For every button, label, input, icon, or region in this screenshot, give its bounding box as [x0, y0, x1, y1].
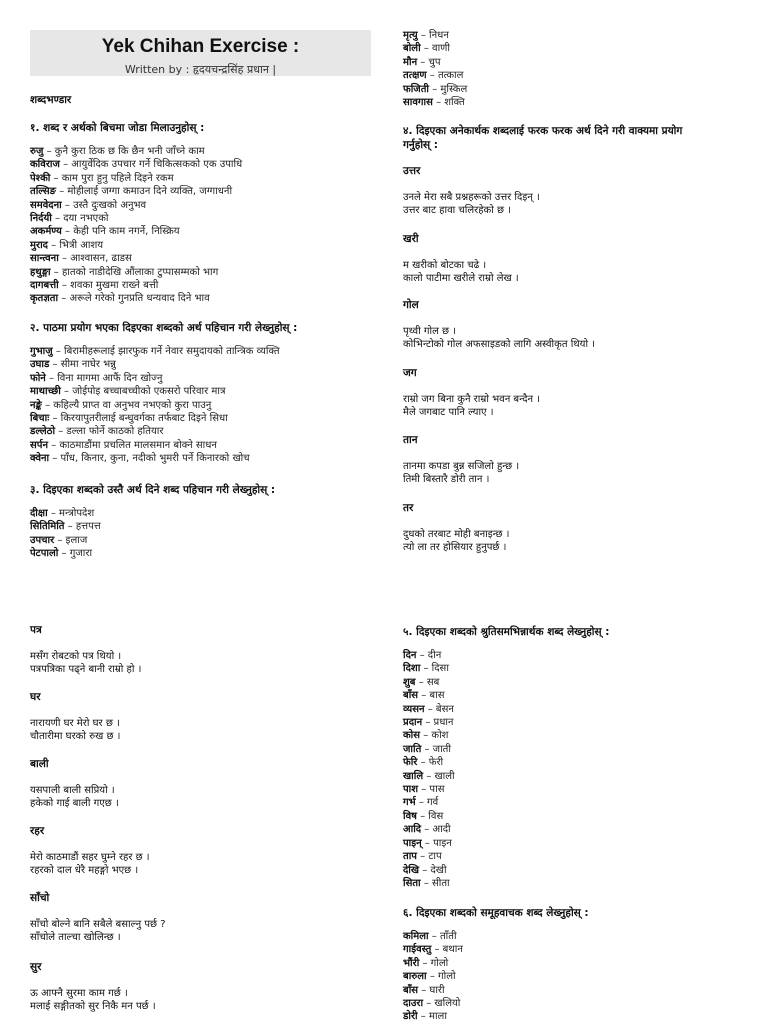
- term: दाउरा: [403, 998, 424, 1010]
- term: दिन: [403, 650, 417, 661]
- word-meaning-row: [403, 69, 467, 82]
- word-meaning-row: [30, 212, 242, 225]
- q1-heading: १. शब्द र अर्थको बिचमा जोडा मिलाउनुहोस् :: [30, 122, 205, 134]
- meaning: – अरूले गरेको गुनप्रति धन्यवाद दिने भाव: [58, 293, 210, 305]
- example-sentence: रहरको दाल धेरै महङ्गो भएछ ।: [30, 865, 139, 876]
- term: फेरि: [403, 757, 418, 769]
- word-meaning-row: [403, 997, 589, 1010]
- word-meaning-row: [30, 399, 297, 412]
- word-meaning-row: [30, 145, 242, 158]
- vocab-heading: शब्दभण्डार: [30, 94, 72, 106]
- word-meaning-row: [30, 425, 297, 438]
- polysemy-item: [403, 366, 540, 419]
- term: सिता: [403, 877, 421, 889]
- word-meaning-row: [403, 743, 609, 756]
- meaning: – भित्री आशय: [47, 239, 104, 251]
- word-meaning-row: [403, 689, 609, 702]
- polysemy-item: [403, 298, 595, 351]
- example-sentence: मेरो काठमाडौं सहर घुम्ने रहर छ ।: [30, 852, 150, 863]
- meaning: – ताँती: [428, 931, 457, 942]
- term: हथुङ्गा: [30, 266, 51, 278]
- meaning: – मुस्किल: [429, 83, 468, 95]
- meaning: – शक्ति: [432, 97, 465, 109]
- word-meaning-row: [30, 507, 275, 520]
- q6-section: [403, 906, 589, 1024]
- page-subtitle: Written by : हृदयचन्द्रसिंह प्रधान |: [124, 63, 277, 76]
- meaning: – बेसन: [424, 703, 454, 715]
- polysemy-word: तर: [403, 502, 414, 514]
- word-meaning-row: [30, 185, 242, 198]
- term: समवेदना: [30, 199, 62, 211]
- meaning: – खाली: [423, 770, 455, 782]
- term: रुजु: [30, 146, 44, 157]
- term: सर्पन: [30, 439, 48, 451]
- word-meaning-row: [30, 547, 275, 560]
- term: बाँस: [403, 984, 419, 996]
- page-title: Yek Chihan Exercise :: [101, 36, 300, 57]
- term: सान्त्वना: [30, 253, 59, 265]
- term: देखि: [403, 864, 420, 876]
- meaning: – काम पुरा हुनु पहिले दिइने रकम: [50, 172, 174, 184]
- q1-list: [30, 145, 242, 306]
- example-sentence: कोभिन्टोको गोल अफसाइडको लागि अस्वीकृत थियो ।: [403, 339, 596, 350]
- polysemy-word: तान: [403, 434, 418, 446]
- word-meaning-row: [30, 452, 297, 465]
- term: कविराज: [30, 159, 60, 171]
- word-meaning-row: [403, 729, 609, 742]
- meaning: – सब: [415, 676, 440, 688]
- meaning: – विस: [416, 810, 444, 822]
- term: पाश: [403, 784, 419, 796]
- word-meaning-row: [403, 850, 609, 863]
- word-meaning-row: [403, 783, 609, 796]
- word-meaning-row: [30, 199, 242, 212]
- term: विष: [403, 810, 417, 822]
- vocab-section: [30, 93, 71, 107]
- term: डल्लेठो: [30, 426, 56, 438]
- word-meaning-row: [403, 96, 467, 109]
- polysemy-word: उत्तर: [403, 165, 421, 177]
- meaning: – पास: [418, 784, 445, 796]
- example-sentence: तिमी बिस्तारै डोरी तान ।: [403, 474, 490, 485]
- word-meaning-row: [403, 877, 609, 890]
- term: कोस: [403, 730, 421, 742]
- meaning: – आश्वासन, ढाडस: [58, 253, 132, 265]
- term: दीक्षा: [30, 508, 48, 519]
- example-sentence: म खरीको बोटका चढे ।: [403, 260, 487, 271]
- term: पाइन्: [403, 837, 422, 849]
- meaning: – दीन: [416, 650, 442, 661]
- meaning: – उस्तै दुःखको अनुभव: [61, 199, 147, 211]
- term: सितिमिति: [30, 521, 65, 533]
- term: फोने: [30, 372, 46, 384]
- q5-list: [403, 649, 609, 890]
- term: मुराद: [30, 239, 48, 251]
- word-meaning-row: [403, 930, 589, 943]
- word-meaning-row: [403, 703, 609, 716]
- term: बिचाः: [30, 413, 50, 425]
- term: जाति: [403, 743, 422, 755]
- term: गर्भ: [403, 797, 416, 809]
- q3-list: [30, 507, 275, 561]
- term: व्यसन: [403, 703, 425, 715]
- meaning: – जोईपोइ बच्चाबच्चीको एकसरो परिवार मात्र: [60, 386, 226, 398]
- term: भौंरी: [403, 957, 420, 969]
- q6-heading: ६. दिइएका शब्दको समूहवाचक शब्द लेख्नुहोस् :: [403, 907, 589, 919]
- term: प्रदान: [403, 717, 423, 729]
- word-meaning-row: [403, 770, 609, 783]
- example-sentence: पत्रपत्रिका पढ्ने बानी राम्रो हो ।: [30, 664, 142, 675]
- meaning: – शवका मुखमा राख्ने बत्ती: [58, 280, 159, 292]
- q3-heading: ३. दिइएका शब्दको उस्तै अर्थ दिने शब्द पहिचान गरी लेख्नुहोस् :: [30, 484, 276, 496]
- word-meaning-row: [403, 984, 589, 997]
- meaning: – दया नभएको: [51, 213, 109, 225]
- term: तल्सिङ: [30, 186, 57, 198]
- term: निर्दयी: [30, 213, 52, 225]
- meaning: – हत्तपत्त: [64, 521, 101, 533]
- word-meaning-row: [403, 649, 609, 662]
- term: क्वेना: [30, 453, 50, 465]
- polysemy-word: सुर: [30, 961, 42, 973]
- term: मौन: [403, 56, 418, 68]
- term: बारुला: [403, 971, 427, 983]
- word-meaning-row: [403, 29, 467, 42]
- term: मृत्यु: [403, 30, 418, 41]
- word-meaning-row: [30, 225, 242, 238]
- q5-section: [403, 625, 609, 890]
- q5-heading: ५. दिइएका शब्दको श्रुतिसमभिन्नार्थक शब्द लेख्नुहोस् :: [403, 626, 610, 638]
- example-sentence: मसँग रोबटको पत्र थियो ।: [30, 651, 122, 662]
- meaning: – घारी: [418, 984, 445, 996]
- term: अकर्मण्य: [30, 226, 62, 238]
- synonym-continued-list: [403, 29, 467, 109]
- term: कमिला: [403, 931, 429, 942]
- word-meaning-row: [403, 42, 467, 55]
- polysemy-word: रहर: [30, 825, 45, 837]
- word-meaning-row: [30, 520, 275, 533]
- word-meaning-row: [30, 266, 242, 279]
- example-sentence: कालो पाटीमा खरीले राम्रो लेख ।: [403, 273, 519, 284]
- word-meaning-row: [30, 439, 297, 452]
- example-sentence: उनले मेरा सबै प्रश्नहरूको उत्तर दिइन् ।: [403, 192, 540, 203]
- term: पेश्की: [30, 172, 51, 184]
- example-sentence: तानमा कपडा बुन्न सजिलो हुन्छ ।: [403, 461, 520, 472]
- meaning: – मन्त्रोपदेश: [47, 508, 95, 519]
- word-meaning-row: [30, 252, 242, 265]
- polysemy-item: [403, 433, 519, 486]
- word-meaning-row: [403, 943, 589, 956]
- q4-heading-line1: ४. दिइएका अनेकार्थक शब्दलाई फरक फरक अर्थ दिने गरी वाक्यमा प्रयोग: [403, 125, 683, 137]
- polysemy-word: गोल: [403, 299, 419, 311]
- word-meaning-row: [30, 412, 297, 425]
- word-meaning-row: [403, 957, 589, 970]
- q2-list: [30, 345, 297, 466]
- term: सावगास: [403, 97, 433, 109]
- meaning: – केही पनि काम नगर्ने, निस्क्रिय: [61, 226, 180, 238]
- polysemy-word: पत्र: [30, 624, 42, 636]
- meaning: – सीता: [420, 877, 450, 889]
- example-sentence: साँचो बोल्ने बानि सबैले बसाल्नु पर्छ ?: [30, 919, 166, 930]
- meaning: – तत्काल: [426, 70, 464, 82]
- term: उपचार: [30, 534, 55, 546]
- polysemy-item: [403, 232, 519, 285]
- polysemy-word: खरी: [403, 233, 419, 245]
- term: तत्क्षण: [403, 70, 427, 82]
- word-meaning-row: [30, 158, 242, 171]
- example-sentence: साँचोले ताल्चा खोलिन्छ ।: [30, 932, 121, 943]
- q2-heading: २. पाठमा प्रयोग भएका दिइएका शब्दको अर्थ पहिचान गरी लेख्नुहोस् :: [30, 322, 298, 334]
- word-meaning-row: [403, 970, 589, 983]
- meaning: – पाइन: [421, 837, 452, 849]
- word-meaning-row: [30, 239, 242, 252]
- meaning: – फेरी: [417, 757, 444, 769]
- meaning: – खलियो: [423, 998, 461, 1010]
- polysemy-word: बाली: [30, 758, 49, 770]
- meaning: – गोलो: [426, 971, 456, 983]
- meaning: – बिरामीहरूलाई झारफुक गर्ने नेवार समुदायको तान्त्रिक व्यक्ति: [52, 346, 280, 357]
- word-meaning-row: [30, 372, 297, 385]
- meaning: – सीमा नाघेर भन्नु: [49, 359, 116, 371]
- word-meaning-row: [403, 756, 609, 769]
- example-sentence: राम्रो जग बिना कुनै राम्रो भवन बन्दैन ।: [403, 394, 541, 405]
- word-meaning-row: [30, 385, 297, 398]
- polysemy-word: घर: [30, 691, 41, 703]
- term: गुभाजु: [30, 346, 53, 357]
- meaning: – वाणी: [420, 43, 450, 55]
- meaning: – प्रधान: [422, 717, 454, 729]
- term: फजिती: [403, 83, 430, 95]
- meaning: – कोश: [420, 730, 449, 742]
- polysemy-item: [30, 960, 156, 1013]
- word-meaning-row: [30, 345, 297, 358]
- meaning: – गुजारा: [58, 548, 93, 560]
- meaning: – माला: [417, 1011, 447, 1023]
- q2-section: [30, 321, 297, 466]
- term: ताप: [403, 851, 417, 863]
- term: कृतज्ञता: [30, 293, 59, 305]
- q3-section: [30, 483, 275, 561]
- q4-heading-line2: गर्नुहोस् :: [403, 139, 438, 151]
- polysemy-item: [30, 623, 141, 676]
- term: माथाच्छी: [30, 386, 61, 398]
- example-sentence: उत्तर बाट हावा चलिरहेको छ ।: [403, 205, 511, 216]
- meaning: – काठमाडौंमा प्रचलित मालसमान बोक्ने साधन: [48, 439, 217, 451]
- term: आदि: [403, 824, 422, 836]
- polysemy-word: जग: [403, 367, 417, 379]
- term: शुब: [403, 676, 416, 688]
- word-meaning-row: [403, 662, 609, 675]
- term: बाँस: [403, 690, 419, 702]
- meaning: – हातको नाडीदेखि औंलाका टुप्पासम्मको भाग: [50, 266, 219, 278]
- meaning: – कुनै कुरा ठिक छ कि छैन भनी जाँच्ने काम: [43, 146, 205, 157]
- q6-list: [403, 930, 589, 1024]
- meaning: – विना मागमा आफैं दिन खोज्नु: [45, 372, 163, 384]
- meaning: – बास: [418, 690, 445, 702]
- word-meaning-row: [403, 823, 609, 836]
- term: नङ्के: [30, 399, 42, 411]
- meaning: – गर्व: [415, 797, 439, 809]
- word-meaning-row: [403, 796, 609, 809]
- polysemy-item: [403, 164, 540, 217]
- term: दागबत्ती: [30, 280, 59, 292]
- meaning: – आदी: [421, 824, 451, 836]
- word-meaning-row: [403, 810, 609, 823]
- meaning: – बथान: [431, 944, 463, 956]
- meaning: – इलाज: [54, 534, 88, 546]
- meaning: – जाती: [421, 743, 451, 755]
- meaning: – देखी: [419, 864, 447, 876]
- example-sentence: पृथ्वी गोल छ ।: [403, 326, 457, 337]
- meaning: – आयुर्वेदिक उपचार गर्ने चिकित्सकको एक उपाधि: [59, 159, 243, 171]
- polysemy-item: [30, 824, 150, 877]
- meaning: – किरयापुतरीलाई बन्धुवर्गका तर्फबाट दिइने सिधा: [49, 413, 228, 425]
- word-meaning-row: [403, 56, 467, 69]
- polysemy-item: [30, 891, 166, 944]
- word-meaning-row: [403, 864, 609, 877]
- word-meaning-row: [403, 676, 609, 689]
- example-sentence: नारायणी घर मेरो घर छ ।: [30, 718, 120, 729]
- meaning: – कहिल्यै प्राप्त वा अनुभव नभएको कुरा पाउनु: [41, 399, 212, 411]
- meaning: – पाँध, किनार, कुना, नदीको भुमरी पर्ने किनारको खोच: [49, 453, 250, 465]
- meaning: – गोलो: [419, 957, 449, 969]
- example-sentence: त्यो ला तर होसियार हुनुपर्छ ।: [403, 542, 507, 553]
- example-sentence: मैले जगबाट पानि ल्याए ।: [403, 407, 494, 418]
- example-sentence: चौतारीमा घरको रुख छ ।: [30, 731, 121, 742]
- title-box: [30, 30, 371, 76]
- term: पेटपालो: [30, 548, 59, 560]
- meaning: – टाप: [416, 851, 442, 863]
- word-meaning-row: [30, 172, 242, 185]
- word-meaning-row: [403, 1010, 589, 1023]
- polysemy-word: साँचो: [30, 892, 50, 904]
- word-meaning-row: [30, 292, 242, 305]
- word-meaning-row: [30, 279, 242, 292]
- q4-section: [403, 124, 682, 152]
- term: गाईवस्तु: [403, 944, 432, 956]
- polysemy-item: [30, 690, 120, 743]
- example-sentence: यसपाली बाली सप्रियो ।: [30, 785, 115, 796]
- term: डोरी: [403, 1011, 418, 1023]
- polysemy-item: [30, 757, 119, 810]
- meaning: – निधन: [417, 30, 449, 41]
- example-sentence: ऊ आफ्नै सुरमा काम गर्छ ।: [30, 988, 128, 999]
- synonym-continued: [403, 29, 467, 109]
- term: खालि: [403, 770, 424, 782]
- meaning: – दिसा: [420, 663, 449, 675]
- polysemy-item: [403, 501, 509, 554]
- example-sentence: दुधको तरबाट मोही बनाइन्छ ।: [403, 529, 510, 540]
- q1-section: [30, 121, 242, 306]
- word-meaning-row: [403, 837, 609, 850]
- example-sentence: मलाई सङ्गीतको सुर निकै मन पर्छ ।: [30, 1001, 156, 1012]
- term: उघाड: [30, 359, 50, 371]
- term: बोली: [403, 43, 421, 55]
- term: दिशा: [403, 663, 421, 675]
- word-meaning-row: [403, 716, 609, 729]
- meaning: – चुप: [417, 56, 441, 68]
- example-sentence: हकेको गाई बाली गएछ ।: [30, 798, 119, 809]
- meaning: – डल्ला फोर्ने काठको हतियार: [55, 426, 164, 438]
- word-meaning-row: [30, 358, 297, 371]
- word-meaning-row: [403, 83, 467, 96]
- meaning: – मोहीलाई जग्गा कमाउन दिने व्यक्ति, जग्गाधनी: [56, 186, 233, 198]
- word-meaning-row: [30, 534, 275, 547]
